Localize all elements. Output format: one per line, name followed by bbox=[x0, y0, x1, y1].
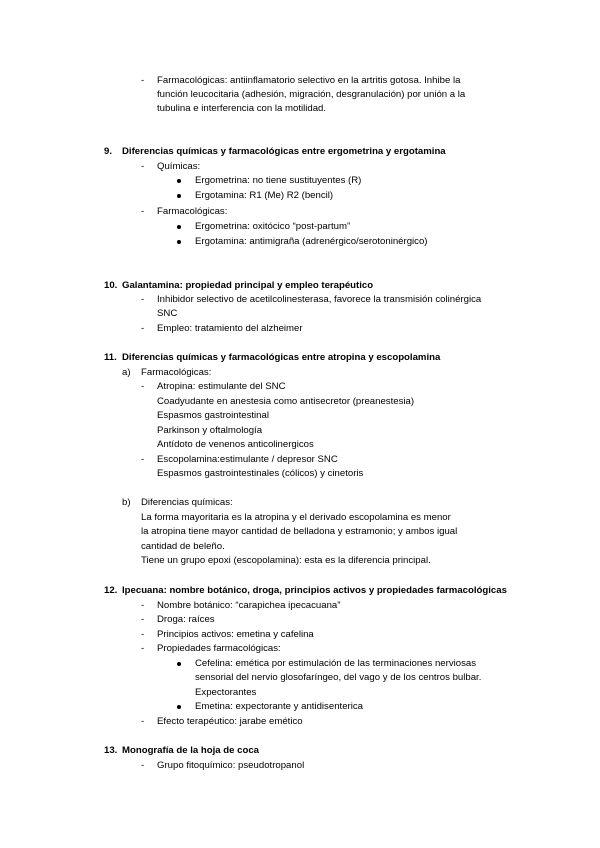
s11-at3: Espasmos gastrointestinal bbox=[157, 410, 269, 421]
bullet-dot bbox=[177, 705, 181, 709]
section-10-title: Galantamina: propiedad principal y empleo terapéutico bbox=[122, 280, 374, 291]
s13-i1: Grupo fitoquímico: pseudotropanol bbox=[157, 760, 305, 771]
section-11-number: 11. bbox=[104, 352, 117, 363]
s9-f2: Ergotamina: antimigraña (adrenérgico/serotoninérgico) bbox=[195, 236, 428, 247]
intro-line-1: Farmacológicas: antiinflamatorio selectivo en la artritis gotosa. Inhibe la bbox=[157, 75, 461, 86]
s12-i2: Droga: raíces bbox=[157, 614, 215, 625]
s11-escopolamina: Escopolamina:estimulante / depresor SNC bbox=[157, 454, 338, 465]
s11-b-marker: b) bbox=[122, 497, 131, 508]
s10-i1a: Inhibidor selectivo de acetilcolinesterasa, favorece la transmisión colinérgica bbox=[157, 294, 482, 305]
s11-at4: Parkinson y oftalmología bbox=[157, 425, 263, 436]
section-11-title: Diferencias químicas y farmacológicas entre atropina y escopolamina bbox=[122, 352, 441, 363]
s12-i5: Efecto terapéutico: jarabe emético bbox=[157, 716, 303, 727]
dash-marker: - bbox=[141, 643, 145, 654]
s9-f1: Ergometrina: oxitócico “post-partum” bbox=[195, 221, 351, 232]
s12-i1: Nombre botánico: “carapichea ipecacuana” bbox=[157, 600, 341, 611]
s11-es2: Espasmos gastrointestinales (cólicos) y cinetoris bbox=[157, 468, 364, 479]
s11-b2: la atropina tiene mayor cantidad de belladona y estramonio; y ambos igual bbox=[141, 526, 458, 537]
s9-q2: Ergotamina: R1 (Me) R2 (bencil) bbox=[195, 190, 334, 201]
dash-marker: - bbox=[141, 75, 145, 86]
dash-marker: - bbox=[141, 381, 145, 392]
s11-a-label: Farmacológicas: bbox=[141, 367, 212, 378]
s10-i1b: SNC bbox=[157, 308, 178, 319]
s10-i2: Empleo: tratamiento del alzheimer bbox=[157, 323, 303, 334]
section-13-number: 13. bbox=[104, 745, 118, 756]
s11-at5: Antídoto de venenos anticolinergicos bbox=[157, 439, 314, 450]
s11-b4: Tiene un grupo epoxi (escopolamina): esta es la diferencia principal. bbox=[141, 555, 431, 566]
s9-quimicas-label: Químicas: bbox=[157, 161, 201, 172]
s11-b3: cantidad de beleño. bbox=[141, 541, 225, 552]
dash-marker: - bbox=[141, 629, 145, 640]
bullet-dot bbox=[177, 194, 181, 198]
s9-farmacologicas-label: Farmacológicas: bbox=[157, 206, 228, 217]
section-9-number: 9. bbox=[104, 146, 113, 157]
intro-line-3: tubulina e interferencia con la motilidad. bbox=[157, 103, 327, 114]
dash-marker: - bbox=[141, 600, 145, 611]
bullet-dot bbox=[177, 225, 181, 229]
dash-marker: - bbox=[141, 454, 145, 465]
s12-i4: Propiedades farmacológicas: bbox=[157, 643, 281, 654]
dash-marker: - bbox=[141, 760, 145, 771]
s11-at2: Coadyudante en anestesia como antisecretor (preanestesia) bbox=[157, 396, 415, 407]
section-12-title: Ipecuana: nombre botánico, droga, principios activos y propiedades farmacológicas bbox=[122, 585, 507, 596]
intro-line-2: función leucocitaria (adhesión, migración, desgranulación) por unión a la bbox=[157, 89, 466, 100]
bullet-dot bbox=[177, 240, 181, 244]
s11-atropina: Atropina: estimulante del SNC bbox=[157, 381, 286, 392]
dash-marker: - bbox=[141, 161, 145, 172]
bullet-dot bbox=[177, 179, 181, 183]
s11-b-label: Diferencias químicas: bbox=[141, 497, 233, 508]
dash-marker: - bbox=[141, 294, 145, 305]
s11-a-marker: a) bbox=[122, 367, 131, 378]
s12-e1: Emetina: expectorante y antidisenterica bbox=[195, 701, 363, 712]
dash-marker: - bbox=[141, 614, 145, 625]
s12-i3: Principios activos: emetina y cafelina bbox=[157, 629, 314, 640]
bullet-dot bbox=[177, 662, 181, 666]
section-9-title: Diferencias químicas y farmacológicas entre ergometrina y ergotamina bbox=[122, 146, 446, 157]
s9-q1: Ergometrina: no tiene sustituyentes (R) bbox=[195, 175, 362, 186]
section-12-number: 12. bbox=[104, 585, 118, 596]
section-13-title: Monografía de la hoja de coca bbox=[122, 745, 260, 756]
dash-marker: - bbox=[141, 206, 145, 217]
section-10-number: 10. bbox=[104, 280, 118, 291]
s12-c2: sensorial del nervio glosofaríngeo, del vago y de los centros bulbar. bbox=[195, 672, 482, 683]
dash-marker: - bbox=[141, 323, 145, 334]
dash-marker: - bbox=[141, 716, 145, 727]
s11-b1: La forma mayoritaria es la atropina y el derivado escopolamina es menor bbox=[141, 512, 451, 523]
s12-c3: Expectorantes bbox=[195, 687, 257, 698]
s12-c1: Cefelina: emética por estimulación de las terminaciones nerviosas bbox=[195, 658, 477, 669]
